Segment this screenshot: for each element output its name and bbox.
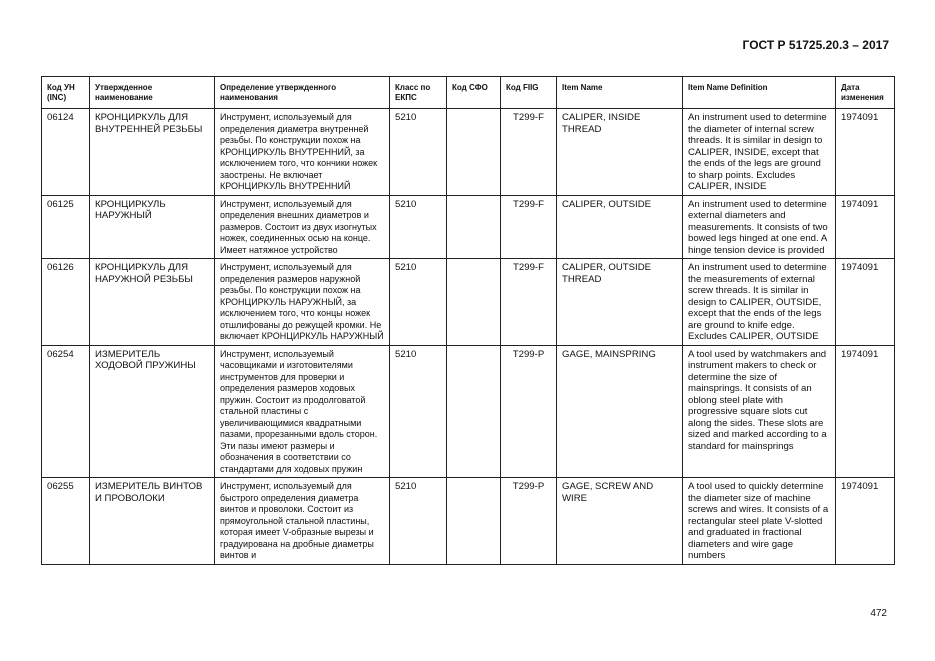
approved-name-definition: Инструмент, используемый для определения диаметра внутренней резьбы. По конструкции похож на КРОНЦИРКУЛЬ ВНУТРЕННИЙ, за исключением того, что кончики ножек заострены. Не включает КРОНЦИРКУЛЬ ВНУТРЕННИЙ bbox=[215, 109, 390, 196]
item-name-definition: An instrument used to determine external diameters and measurements. It consists of two bowed legs hinged at one end. A hinge tension device is provided bbox=[683, 195, 836, 259]
table-row bbox=[42, 195, 895, 259]
inc-code: 06254 bbox=[42, 345, 90, 478]
approved-name-definition: Инструмент, используемый для быстрого определения диаметра винтов и проволоки. Состоит из прямоугольной стальной пластины, которая имеет V-образные вырезы и градуирована на дробные диаметры винтов и bbox=[215, 478, 390, 565]
inc-code: 06125 bbox=[42, 195, 90, 259]
approved-name: КРОНЦИРКУЛЬ ДЛЯ ВНУТРЕННЕЙ РЕЗЬБЫ bbox=[90, 109, 215, 196]
fiig-code: T299-F bbox=[501, 259, 557, 346]
approved-name: ИЗМЕРИТЕЛЬ ХОДОВОЙ ПРУЖИНЫ bbox=[90, 345, 215, 478]
sfo-code bbox=[447, 478, 501, 565]
table-row bbox=[42, 345, 895, 478]
approved-name: КРОНЦИРКУЛЬ НАРУЖНЫЙ bbox=[90, 195, 215, 259]
change-date: 1974091 bbox=[836, 345, 895, 478]
ekps-class: 5210 bbox=[390, 478, 447, 565]
item-name: CALIPER, OUTSIDE bbox=[557, 195, 683, 259]
item-name: CALIPER, OUTSIDE THREAD bbox=[557, 259, 683, 346]
sfo-code bbox=[447, 195, 501, 259]
change-date: 1974091 bbox=[836, 195, 895, 259]
column-header: Дата изменения bbox=[836, 77, 895, 109]
sfo-code bbox=[447, 345, 501, 478]
fiig-code: T299-P bbox=[501, 345, 557, 478]
approved-name: КРОНЦИРКУЛЬ ДЛЯ НАРУЖНОЙ РЕЗЬБЫ bbox=[90, 259, 215, 346]
document-code: ГОСТ Р 51725.20.3 – 2017 bbox=[742, 38, 889, 52]
column-header: Код УН (INC) bbox=[42, 77, 90, 109]
column-header: Код СФО bbox=[447, 77, 501, 109]
column-header: Item Name Definition bbox=[683, 77, 836, 109]
page-number: 472 bbox=[870, 608, 887, 619]
item-name-definition: A tool used to quickly determine the diameter size of machine screws and wires. It consists of a rectangular steel plate V-slotted and graduated in fractional diameters and wire gage numbers bbox=[683, 478, 836, 565]
ekps-class: 5210 bbox=[390, 345, 447, 478]
column-header: Item Name bbox=[557, 77, 683, 109]
column-header: Код FIIG bbox=[501, 77, 557, 109]
change-date: 1974091 bbox=[836, 109, 895, 196]
approved-name-definition: Инструмент, используемый для определения размеров наружной резьбы. По конструкции похож на КРОНЦИРКУЛЬ НАРУЖНЫЙ, за исключением того, что концы ножек отшлифованы до режущей кромки. Не включает КРОНЦИРКУЛЬ НАРУЖНЫЙ bbox=[215, 259, 390, 346]
item-name: CALIPER, INSIDE THREAD bbox=[557, 109, 683, 196]
fiig-code: T299-P bbox=[501, 478, 557, 565]
column-header: Определение утвержденного наименования bbox=[215, 77, 390, 109]
item-name-definition: A tool used by watchmakers and instrument makers to check or determine the size of mainsprings. It consists of an oblong steel plate with progressive square slots cut along the sides. These slots are sized and marked according to a standard for mainsprings bbox=[683, 345, 836, 478]
sfo-code bbox=[447, 109, 501, 196]
column-header: Класс по ЕКПС bbox=[390, 77, 447, 109]
approved-name-definition: Инструмент, используемый для определения внешних диаметров и размеров. Состоит из двух изогнутых ножек, соединенных осью на конце. Имеет натяжное устройство bbox=[215, 195, 390, 259]
column-header: Утвержденное наименование bbox=[90, 77, 215, 109]
item-name-definition: An instrument used to determine the measurements of external screw threads. It is similar in design to CALIPER, OUTSIDE, except that the ends of the legs are ground to knife edge. Excludes CALIPER, OUTSIDE bbox=[683, 259, 836, 346]
fiig-code: T299-F bbox=[501, 109, 557, 196]
table-row bbox=[42, 109, 895, 196]
table-header-row bbox=[42, 77, 895, 109]
item-name: GAGE, SCREW AND WIRE bbox=[557, 478, 683, 565]
ekps-class: 5210 bbox=[390, 109, 447, 196]
inc-code: 06124 bbox=[42, 109, 90, 196]
ekps-class: 5210 bbox=[390, 259, 447, 346]
approved-name: ИЗМЕРИТЕЛЬ ВИНТОВ И ПРОВОЛОКИ bbox=[90, 478, 215, 565]
fiig-code: T299-F bbox=[501, 195, 557, 259]
inc-code: 06126 bbox=[42, 259, 90, 346]
table-row bbox=[42, 259, 895, 346]
table-row bbox=[42, 478, 895, 565]
sfo-code bbox=[447, 259, 501, 346]
change-date: 1974091 bbox=[836, 478, 895, 565]
change-date: 1974091 bbox=[836, 259, 895, 346]
item-name-definition: An instrument used to determine the diameter of internal screw threads. It is similar in design to CALIPER, INSIDE, except that the ends of the legs are ground to sharp points. Excludes CALIPER, INSIDE bbox=[683, 109, 836, 196]
ekps-class: 5210 bbox=[390, 195, 447, 259]
approved-name-definition: Инструмент, используемый часовщиками и изготовителями инструментов для проверки и определения размеров ходовых пружин. Состоит из продолговатой стальной пластины с увеличивающимися квадратными пазами, прорезанными вдоль сторон. Эти пазы имеют размеры и обозначения в соответствии со стандартами для ходовых пружин bbox=[215, 345, 390, 478]
inc-code: 06255 bbox=[42, 478, 90, 565]
item-name: GAGE, MAINSPRING bbox=[557, 345, 683, 478]
catalog-table bbox=[41, 76, 895, 565]
